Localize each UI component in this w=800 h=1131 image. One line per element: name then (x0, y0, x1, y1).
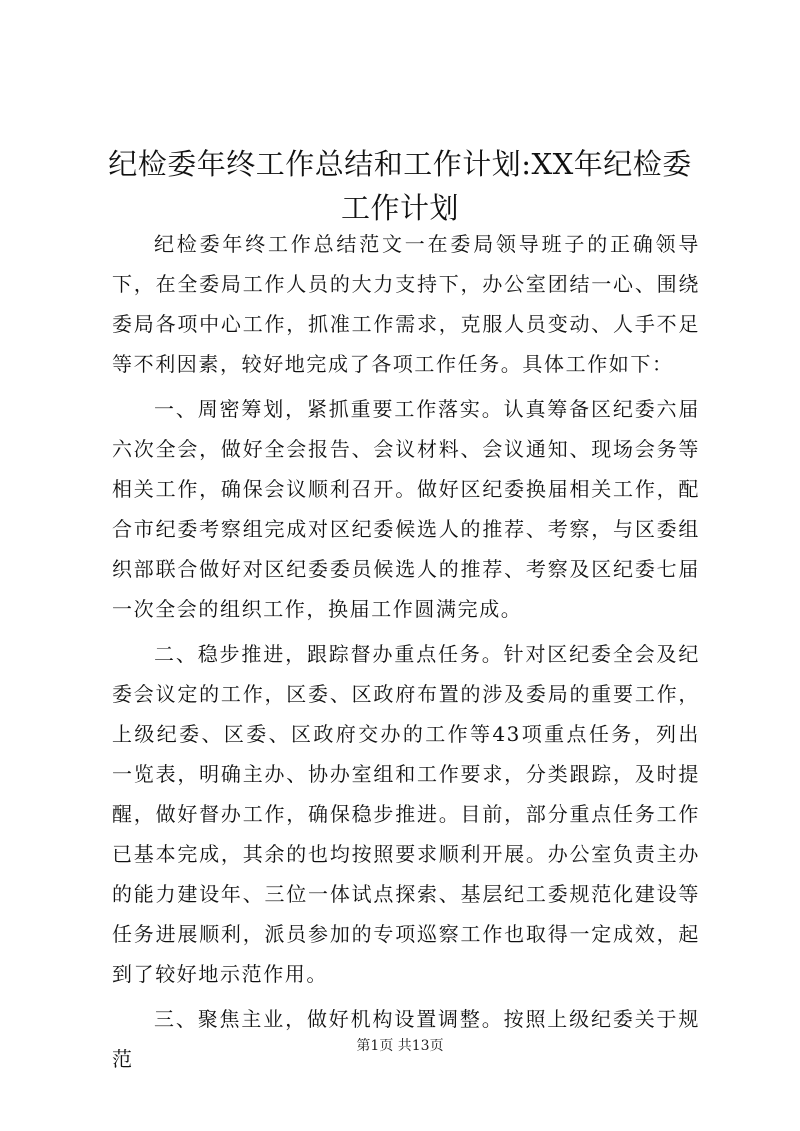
document-title: 纪检委年终工作总结和工作计划:XX年纪检委工作计划 (108, 147, 692, 225)
page-number-footer: 第1页 共13页 (356, 1038, 444, 1054)
paragraph-section-2: 二、稳步推进，跟踪督办重点任务。针对区纪委全会及纪委会议定的工作，区委、区政府布置的涉及委局的重要工作，上级纪委、区委、区政府交办的工作等43项重点任务，列出一览表，明确主办、协办室组和工作要求，分类跟踪，及时提醒，做好督办工作，确保稳步推进。目前，部分重点任务工作已基本完成，其余的也均按照要求顺利开展。办公室负责主办的能力建设年、三位一体试点探索、基层纪工委规范化建设等任务进展顺利，派员参加的专项巡察工作也取得一定成效，起到了较好地示范作用。 (112, 642, 700, 986)
paragraph-intro: 纪检委年终工作总结范文一在委局领导班子的正确领导下，在全委局工作人员的大力支持下，办公室团结一心、围绕委局各项中心工作，抓准工作需求，克服人员变动、人手不足等不利因素，较好地完成了各项工作任务。具体工作如下： (112, 232, 700, 376)
document-body (112, 224, 700, 1084)
paragraph-section-3: 三、聚焦主业，做好机构设置调整。按照上级纪委关于规范 (112, 1007, 700, 1071)
paragraph-section-1: 一、周密筹划，紧抓重要工作落实。认真筹备区纪委六届六次全会，做好全会报告、会议材料、会议通知、现场会务等相关工作，确保会议顺利召开。做好区纪委换届相关工作，配合市纪委考察组完成对区纪委候选人的推荐、考察，与区委组织部联合做好对区纪委委员候选人的推荐、考察及区纪委七届一次全会的组织工作，换届工作圆满完成。 (112, 397, 700, 621)
